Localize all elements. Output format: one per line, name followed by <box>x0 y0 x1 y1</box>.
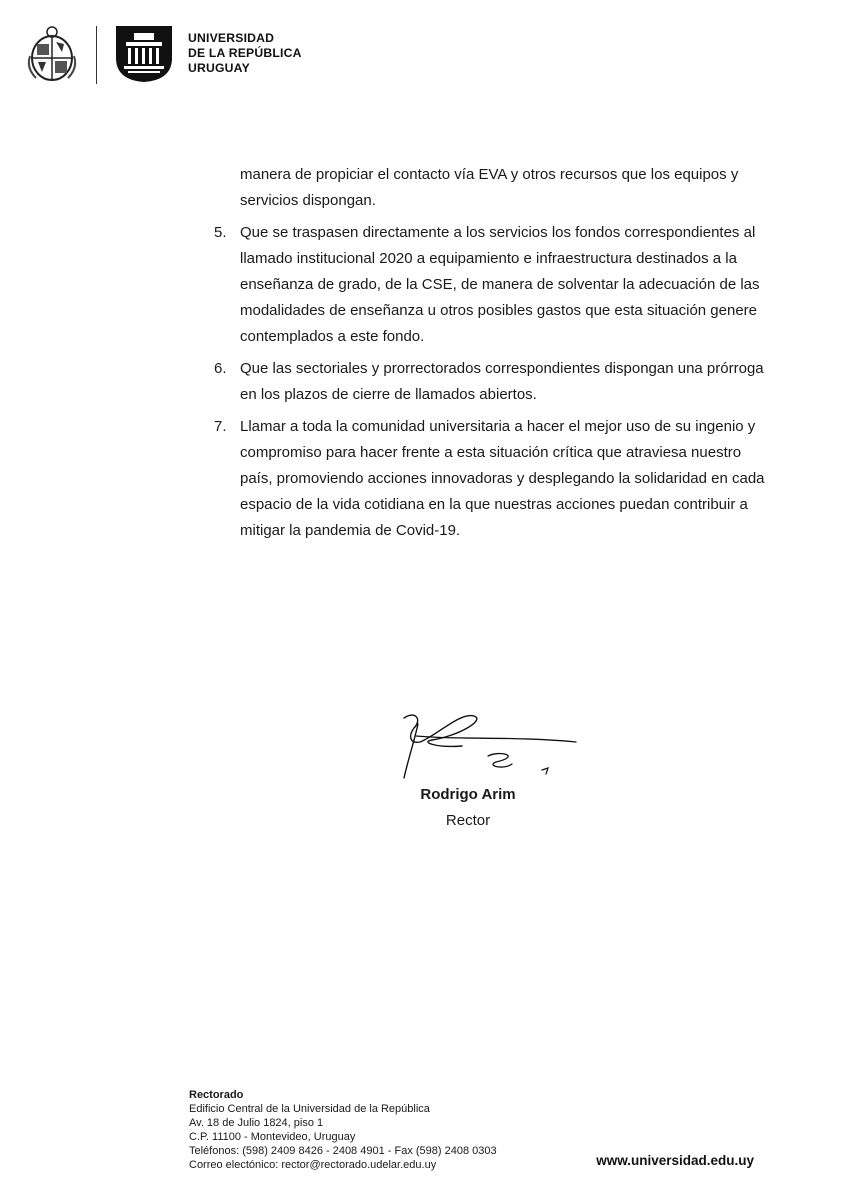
institution-name <box>188 31 302 76</box>
signer-block <box>388 782 548 834</box>
list-item <box>208 220 768 350</box>
signer-role: Rector <box>445 812 491 829</box>
institution-line: DE LA REPÚBLICA <box>188 46 302 60</box>
handwritten-signature <box>396 706 586 784</box>
institution-line: URUGUAY <box>188 61 250 75</box>
header-divider <box>96 26 97 84</box>
footer-line: Edificio Central de la Universidad de la República <box>189 1103 430 1115</box>
footer-line: Teléfonos: (598) 2409 8426 - 2408 4901 - Fax (598) 2408 0303 <box>189 1145 497 1157</box>
footer-title: Rectorado <box>189 1089 244 1101</box>
footer-line: Correo electónico: rector@rectorado.udelar.edu.uy <box>189 1159 437 1171</box>
item-text: Que las sectoriales y prorrectorados correspondientes dispongan una prórroga en los plazos de cierre de llamados abiertos. <box>240 360 764 403</box>
footer-line: Av. 18 de Julio 1824, piso 1 <box>189 1117 324 1129</box>
resolution-body <box>208 162 768 550</box>
uruguay-coat-of-arms-icon <box>26 26 78 84</box>
item-number: 6. <box>214 360 227 377</box>
item-number: 5. <box>214 224 227 241</box>
item-text: Que se traspasen directamente a los servicios los fondos correspondientes al llamado institucional 2020 a equipamiento e infraestructura destinados a la enseñanza de grado, de la CSE, de manera de solventar la adecuación de las modalidades de enseñanza u otros posibles gastos que esta situación genere contemplados a este fondo. <box>240 224 760 345</box>
footer-address <box>189 1088 497 1172</box>
letterhead <box>26 24 346 88</box>
udelar-building-logo-icon <box>114 24 174 84</box>
item-number: 7. <box>214 418 227 435</box>
list-item <box>208 414 768 544</box>
continuation-paragraph: manera de propiciar el contacto vía EVA y otros recursos que los equipos y servicios dispongan. <box>240 166 739 209</box>
signer-name: Rodrigo Arim <box>420 786 516 803</box>
institution-line: UNIVERSIDAD <box>188 31 275 45</box>
item-text: Llamar a toda la comunidad universitaria a hacer el mejor uso de su ingenio y compromiso para hacer frente a esta situación crítica que atraviesa nuestro país, promoviendo acciones innovadoras y desplegando la solidaridad en cada espacio de la vida cotidiana en la que nuestras acciones puedan contribuir a mitigar la pandemia de Covid-19. <box>240 418 765 539</box>
list-item <box>208 356 768 408</box>
footer-line: C.P. 11100 - Montevideo, Uruguay <box>189 1131 356 1143</box>
website-link[interactable]: www.universidad.edu.uy <box>596 1153 754 1168</box>
